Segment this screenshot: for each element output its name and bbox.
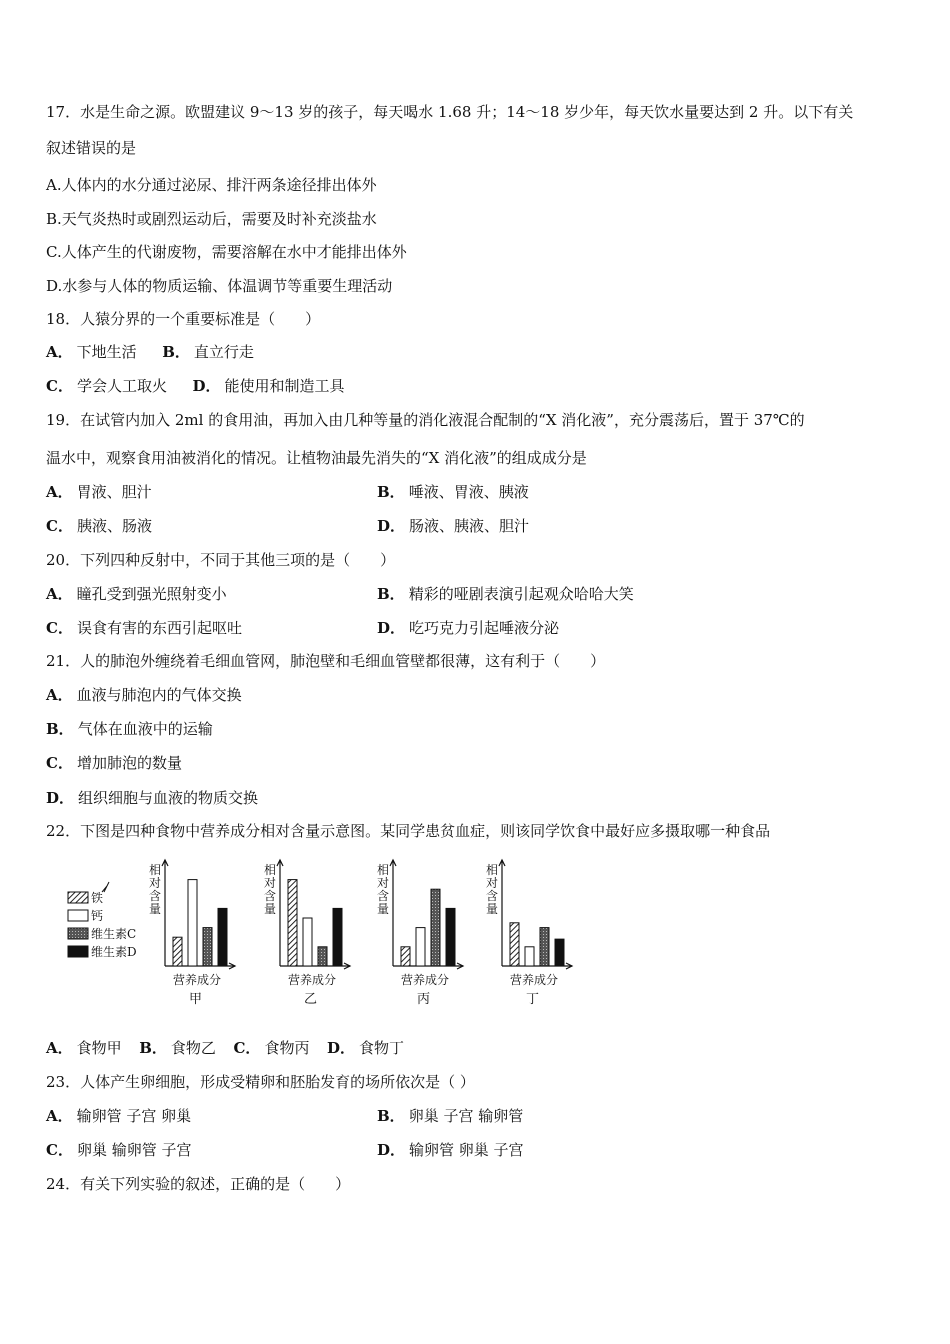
- q20-c-text: 误食有害的东西引起呕吐: [76, 619, 242, 637]
- q19-d-text: 肠液、胰液、胆汁: [409, 517, 530, 535]
- q23-option-a: [46, 1106, 191, 1126]
- bar-丙-维生素C: [431, 889, 440, 966]
- q18-a-text: 下地生活: [76, 343, 137, 361]
- q20-a-text: 瞳孔受到强光照射变小: [76, 585, 227, 603]
- q19-stem-line1: 19．在试管内加入 2ml 的食用油，再加入由几种等量的消化液混合配制的“X 消化液”，充分震荡后，置于 37℃的: [46, 411, 805, 429]
- q23-option-c: [46, 1140, 192, 1160]
- y-axis-label-char: 量: [149, 902, 162, 916]
- q23-stem: 23．人体产生卵细胞，形成受精卵和胚胎发育的场所依次是（ ）: [46, 1073, 475, 1091]
- q21-c-text: 增加肺泡的数量: [76, 754, 182, 772]
- chart-name: 丙: [417, 992, 431, 1005]
- legend-label-3: 维生素D: [91, 945, 137, 959]
- q22-stem: 22．下图是四种食物中营养成分相对含量示意图。某同学患贫血症，则该同学饮食中最好应多摄取哪一种食品: [46, 822, 771, 840]
- q20-c-label: C．: [46, 619, 73, 637]
- q19-d-label: D．: [377, 517, 406, 535]
- q20-b-label: B．: [377, 585, 405, 603]
- bar-甲-钙: [188, 880, 197, 966]
- legend-swatch-2: [68, 928, 88, 939]
- y-axis-label-char: 相: [264, 863, 277, 877]
- q19-b-text: 唾液、胃液、胰液: [408, 483, 529, 501]
- q17-stem-line2: 叙述错误的是: [46, 139, 137, 157]
- bar-丁-维生素D: [555, 939, 564, 966]
- q18-c-label: C．: [46, 377, 73, 395]
- q19-b-label: B．: [377, 483, 405, 501]
- chart-panel-乙: [264, 860, 350, 1005]
- q17-stem-line1: 17．水是生命之源。欧盟建议 9～13 岁的孩子，每天喝水 1.68 升；14～18 岁少年，每天饮水量要达到 2 升。以下有关: [46, 103, 854, 121]
- y-axis-label-char: 量: [264, 902, 277, 916]
- q17-option-a: A.人体内的水分通过泌尿、排汗两条途径排出体外: [46, 176, 377, 194]
- q22-b-text: 食物乙: [170, 1039, 216, 1057]
- q21-b-label: B．: [46, 720, 74, 738]
- q19-stem-line2: 温水中，观察食用油被消化的情况。让植物油最先消失的“X 消化液”的组成成分是: [46, 449, 587, 467]
- q19-option-b: [377, 482, 529, 502]
- q23-option-d: [377, 1140, 524, 1160]
- bar-丁-铁: [510, 923, 519, 966]
- y-axis-label-char: 相: [149, 863, 162, 877]
- q22-options: [46, 1038, 404, 1058]
- q21-d-text: 组织细胞与血液的物质交换: [78, 789, 259, 807]
- q22-a-label: A．: [46, 1039, 73, 1057]
- q21-a-text: 血液与肺泡内的气体交换: [76, 686, 242, 704]
- bar-丁-钙: [525, 947, 534, 966]
- q19-option-a: [46, 482, 152, 502]
- q21-d-label: D．: [46, 789, 75, 807]
- q17-option-c: C.人体产生的代谢废物，需要溶解在水中才能排出体外: [46, 243, 407, 261]
- q19-option-c: [46, 516, 152, 536]
- y-axis-label-char: 量: [486, 902, 499, 916]
- q23-b-text: 卵巢 子宫 输卵管: [408, 1107, 524, 1125]
- legend-label-2: 维生素C: [91, 927, 137, 941]
- q18-b-text: 直立行走: [193, 343, 254, 361]
- y-axis-label-char: 量: [377, 902, 390, 916]
- legend-mark: [102, 882, 109, 892]
- q24-stem: 24．有关下列实验的叙述，正确的是（ ）: [46, 1175, 351, 1193]
- bar-丙-铁: [401, 947, 410, 966]
- x-axis-label: 营养成分: [401, 973, 450, 987]
- q20-b-text: 精彩的哑剧表演引起观众哈哈大笑: [408, 585, 634, 603]
- q20-option-d: [377, 618, 559, 638]
- bar-丙-维生素D: [446, 908, 455, 966]
- y-axis-label-char: 对: [264, 876, 277, 890]
- chart-name: 丁: [526, 992, 540, 1005]
- q19-c-text: 胰液、肠液: [76, 517, 152, 535]
- q21-a-label: A．: [46, 686, 73, 704]
- bar-乙-维生素C: [318, 947, 327, 966]
- q23-d-label: D．: [377, 1141, 406, 1159]
- q21-stem: 21．人的肺泡外缠绕着毛细血管网，肺泡壁和毛细血管壁都很薄，这有利于（ ）: [46, 652, 606, 670]
- x-axis-label: 营养成分: [510, 973, 559, 987]
- chart-panel-丙: [377, 860, 463, 1005]
- q20-option-c: [46, 618, 242, 638]
- bar-乙-钙: [303, 918, 312, 966]
- q18-options-cd: [46, 376, 345, 396]
- q21-c-label: C．: [46, 754, 73, 772]
- bar-甲-维生素D: [218, 908, 227, 966]
- q22-b-label: B．: [139, 1039, 167, 1057]
- q20-d-label: D．: [377, 619, 406, 637]
- x-axis-label: 营养成分: [173, 973, 222, 987]
- q18-d-text: 能使用和制造工具: [224, 377, 345, 395]
- q23-b-label: B．: [377, 1107, 405, 1125]
- chart-legend: [68, 882, 137, 959]
- q18-stem: 18．人猿分界的一个重要标准是（ ）: [46, 310, 321, 328]
- bar-甲-维生素C: [203, 928, 212, 966]
- q23-a-text: 输卵管 子宫 卵巢: [76, 1107, 192, 1125]
- q22-a-text: 食物甲: [76, 1039, 122, 1057]
- legend-label-0: 铁: [91, 891, 104, 905]
- q23-c-text: 卵巢 输卵管 子宫: [76, 1141, 192, 1159]
- chart-name: 乙: [304, 992, 318, 1005]
- nutrient-chart-figure: [60, 850, 600, 1005]
- q18-a-label: A．: [46, 343, 73, 361]
- chart-panel-丁: [486, 860, 572, 1005]
- q22-c-text: 食物丙: [264, 1039, 310, 1057]
- q18-d-label: D．: [192, 377, 221, 395]
- q18-c-text: 学会人工取火: [76, 377, 167, 395]
- q23-a-label: A．: [46, 1107, 73, 1125]
- chart-name: 甲: [189, 992, 203, 1005]
- q20-option-a: [46, 584, 227, 604]
- q21-option-d: [46, 788, 258, 808]
- legend-swatch-1: [68, 910, 88, 921]
- q19-a-text: 胃液、胆汁: [76, 483, 152, 501]
- legend-swatch-0: [68, 892, 88, 903]
- q18-options-ab: [46, 342, 254, 362]
- bar-甲-铁: [173, 937, 182, 966]
- chart-panel-甲: [149, 860, 235, 1005]
- q21-option-c: [46, 753, 182, 773]
- q20-a-label: A．: [46, 585, 73, 603]
- q21-option-a: [46, 685, 242, 705]
- y-axis-label-char: 含: [486, 889, 499, 903]
- q19-c-label: C．: [46, 517, 73, 535]
- x-axis-label: 营养成分: [288, 973, 337, 987]
- y-axis-label-char: 对: [377, 876, 390, 890]
- q22-d-text: 食物丁: [359, 1039, 405, 1057]
- q17-option-b: B.天气炎热时或剧烈运动后，需要及时补充淡盐水: [46, 210, 377, 228]
- q22-c-label: C．: [233, 1039, 261, 1057]
- q19-a-label: A．: [46, 483, 73, 501]
- legend-swatch-3: [68, 946, 88, 957]
- y-axis-label-char: 对: [149, 876, 162, 890]
- legend-label-1: 钙: [91, 909, 104, 923]
- bar-乙-铁: [288, 880, 297, 966]
- q23-d-text: 输卵管 卵巢 子宫: [409, 1141, 524, 1159]
- bar-乙-维生素D: [333, 908, 342, 966]
- bar-丁-维生素C: [540, 928, 549, 966]
- q20-d-text: 吃巧克力引起唾液分泌: [409, 619, 560, 637]
- q21-option-b: [46, 719, 213, 739]
- y-axis-label-char: 含: [149, 889, 162, 903]
- q23-c-label: C．: [46, 1141, 73, 1159]
- y-axis-label-char: 相: [486, 863, 499, 877]
- y-axis-label-char: 相: [377, 863, 390, 877]
- q17-option-d: D.水参与人体的物质运输、体温调节等重要生理活动: [46, 277, 393, 295]
- bar-丙-钙: [416, 928, 425, 966]
- q19-option-d: [377, 516, 529, 536]
- q22-d-label: D．: [327, 1039, 356, 1057]
- q21-b-text: 气体在血液中的运输: [77, 720, 213, 738]
- q23-option-b: [377, 1106, 523, 1126]
- y-axis-label-char: 含: [377, 889, 390, 903]
- q20-stem: 20．下列四种反射中，不同于其他三项的是（ ）: [46, 551, 396, 569]
- q20-option-b: [377, 584, 634, 604]
- y-axis-label-char: 含: [264, 889, 277, 903]
- q18-b-label: B．: [162, 343, 190, 361]
- y-axis-label-char: 对: [486, 876, 499, 890]
